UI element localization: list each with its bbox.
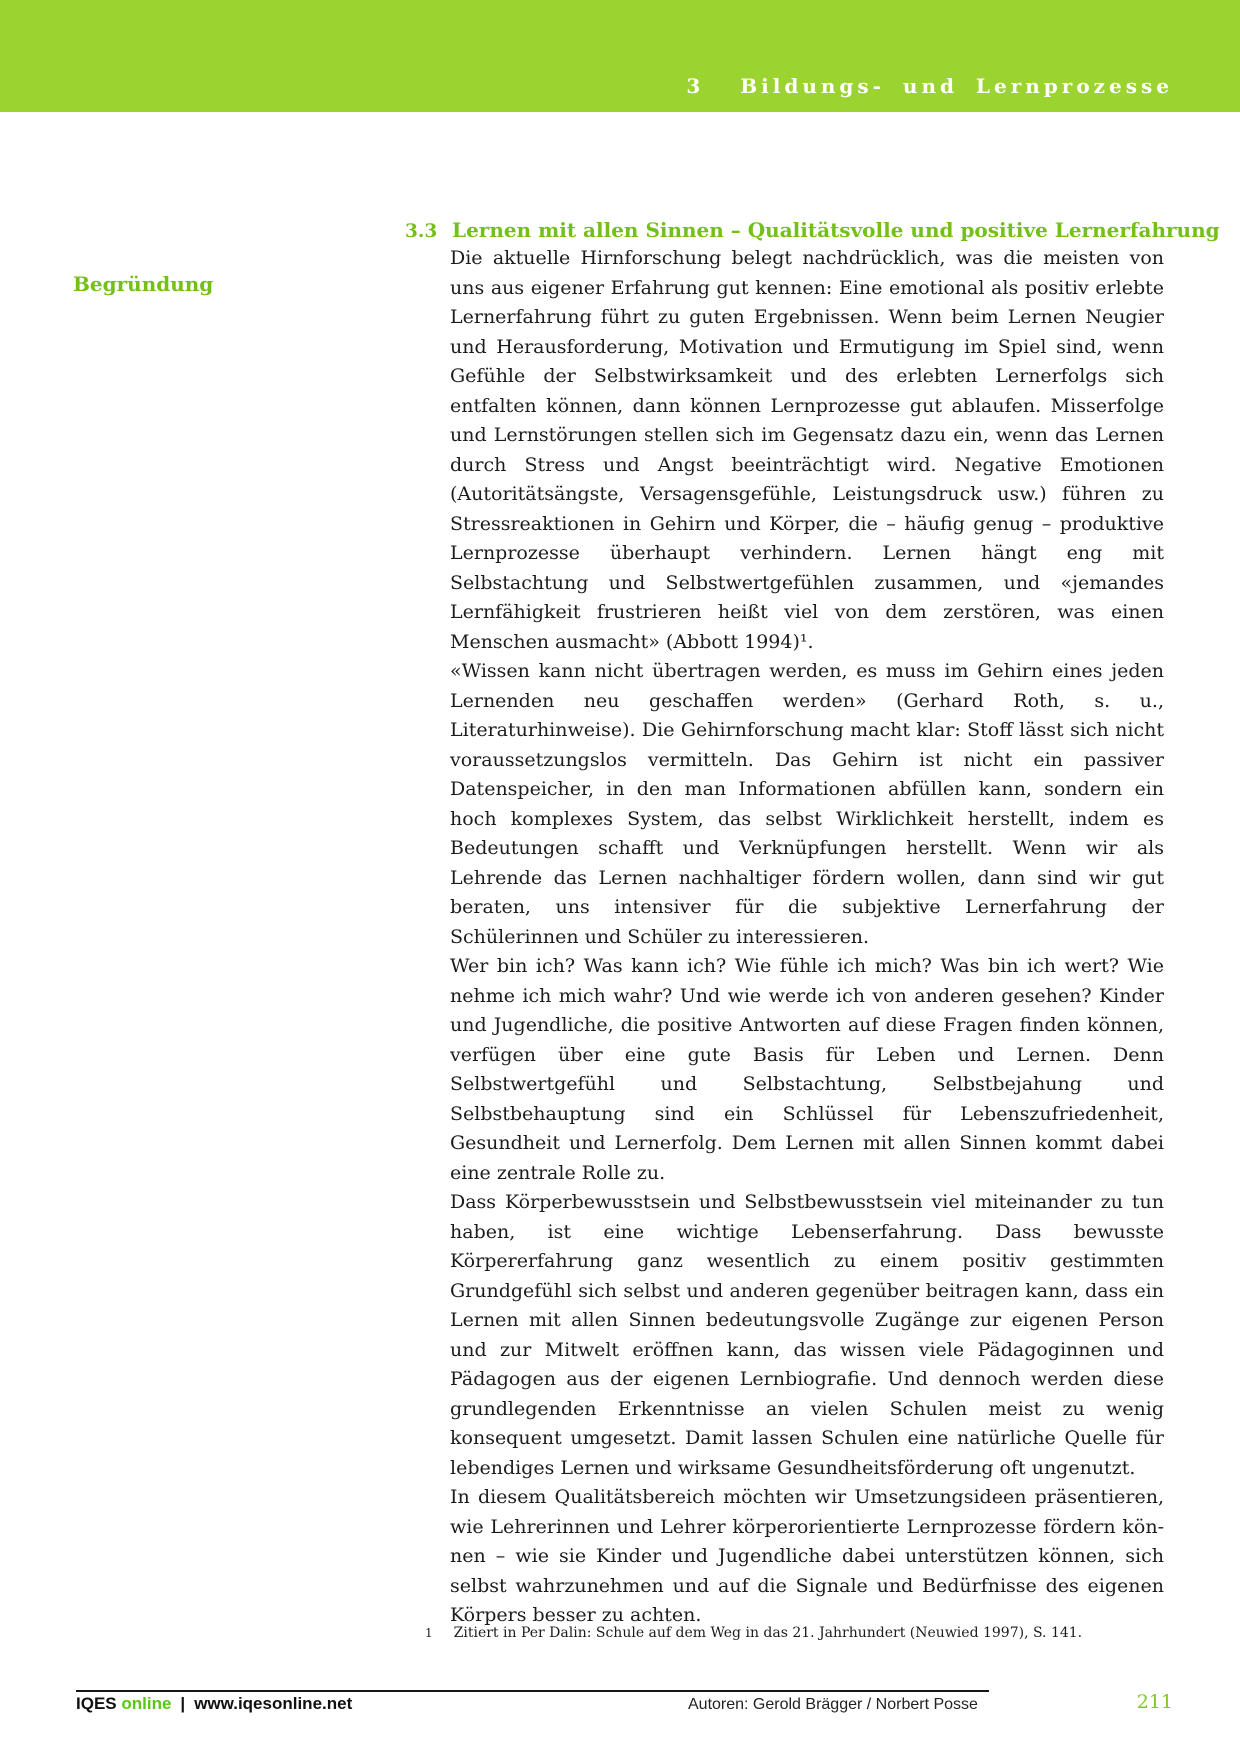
footer-url: www.iqesonline.net <box>194 1694 353 1713</box>
footer-authors: Autoren: Gerold Brägger / Norbert Posse <box>688 1696 978 1713</box>
footer-brand-iqes: IQES <box>76 1694 117 1713</box>
footer-rule <box>76 1690 989 1692</box>
footnote-text: Zitiert in Per Dalin: Schule auf dem Weg in das 21. Jahrhundert (Neuwied 1997), S. 141. <box>453 1625 1083 1641</box>
section-title: Lernen mit allen Sinnen – Qualitätsvolle und positive Lernerfahrung <box>452 218 1220 242</box>
margin-label-begruendung: Begründung <box>73 272 214 296</box>
body-text-column <box>450 244 1164 1631</box>
footnote-marker: 1 <box>425 1626 433 1640</box>
page-number: 211 <box>1136 1691 1173 1713</box>
section-number: 3.3 <box>405 221 438 242</box>
footer-brand-online: online <box>121 1694 172 1713</box>
footer-brand <box>76 1694 352 1714</box>
body-paragraph: Die aktuelle Hirnforschung belegt nachdrücklich, was die meisten von uns aus eigener Erfahrung gut kennen: Eine emotional als positiv erlebte Lernerfahrung führt zu guten Ergebnissen. Wenn beim Lernen Neugier und Herausforderung, Motivation und Ermutigung im Spiel sind, wenn Gefühle der Selbstwirksamkeit und des erlebten Lernerfolgs sich entfalten können, dann können Lernprozesse gut ablaufen. Misserfolge und Lernstörungen stellen sich im Gegensatz dazu ein, wenn das Lernen durch Stress und Angst beeinträchtigt wird. Negative Emotionen (Autoritätsängste, Versagensgefühle, Leistungsdruck usw.) führen zu Stressreaktionen in Gehirn und Körper, die – häufig genug – produktive Lernprozesse überhaupt verhindern. Lernen hängt eng mit Selbstachtung und Selbstwertgefühlen zusammen, und «jemandes Lernfähigkeit frustrieren heißt viel von dem zerstören, was einen Menschen ausmacht» (Abbott 1994)¹. <box>450 247 1164 653</box>
body-paragraph: In diesem Qualitätsbereich möchten wir Umsetzungsideen präsentieren, wie Lehrerinnen und Lehrer körperorientierte Lernprozesse fördern können – wie sie Kinder und Jugendliche dabei unterstützen können, sich selbst wahrzunehmen und auf die Signale und Bedürfnisse des eigenen Körpers besser zu achten. <box>450 1486 1164 1626</box>
footnote <box>425 1625 1165 1641</box>
body-paragraph: Dass Körperbewusstsein und Selbstbewusstsein viel miteinander zu tun haben, ist eine wichtige Lebenserfahrung. Dass bewusste Körpererfahrung ganz wesentlich zu einem positiv gestimmten Grundgefühl sich selbst und anderen gegenüber beitragen kann, dass ein Lernen mit allen Sinnen bedeutungsvolle Zugänge zur eigenen Person und zur Mitwelt eröffnen kann, das wissen viele Pädagoginnen und Pädagogen aus der eigenen Lernbiografie. Und dennoch werden diese grundlegenden Erkenntnisse an vielen Schulen meist zu wenig konsequent umgesetzt. Damit lassen Schulen eine natürliche Quelle für lebendiges Lernen und wirksame Gesundheitsförderung oft ungenutzt. <box>450 1191 1164 1479</box>
body-paragraph: «Wissen kann nicht übertragen werden, es muss im Gehirn eines jeden Lernenden neu geschaffen werden» (Gerhard Roth, s. u., Literaturhinweise). Die Gehirnforschung macht klar: Stoff lässt sich nicht voraussetzungslos vermitteln. Das Gehirn ist nicht ein passiver Datenspeicher, in den man Informationen abfüllen kann, sondern ein hoch komplexes System, das selbst Wirklichkeit herstellt, indem es Bedeutungen schafft und Verknüpfungen herstellt. Wenn wir als Lehrende das Lernen nachhaltiger fördern wollen, dann sind wir gut beraten, uns intensiver für die subjektive Lernerfahrung der Schülerinnen und Schüler zu interessieren. <box>450 660 1164 948</box>
chapter-header-bar <box>0 0 1240 112</box>
footer-separator: | <box>180 1694 186 1713</box>
body-paragraph: Wer bin ich? Was kann ich? Wie fühle ich mich? Was bin ich wert? Wie nehme ich mich wahr? Und wie werde ich von anderen gesehen? Kinder und Jugendliche, die positive Antworten auf diese Fragen finden können, verfügen über eine gute Basis für Leben und Lernen. Denn Selbstwertgefühl und Selbstachtung, Selbstbejahung und Selbstbehauptung sind ein Schlüssel für Lebenszufriedenheit, Gesundheit und Lernerfolg. Dem Lernen mit allen Sinnen kommt dabei eine zentrale Rolle zu. <box>450 955 1164 1184</box>
chapter-title: 3 Bildungs- und Lernprozesse <box>686 74 1173 98</box>
